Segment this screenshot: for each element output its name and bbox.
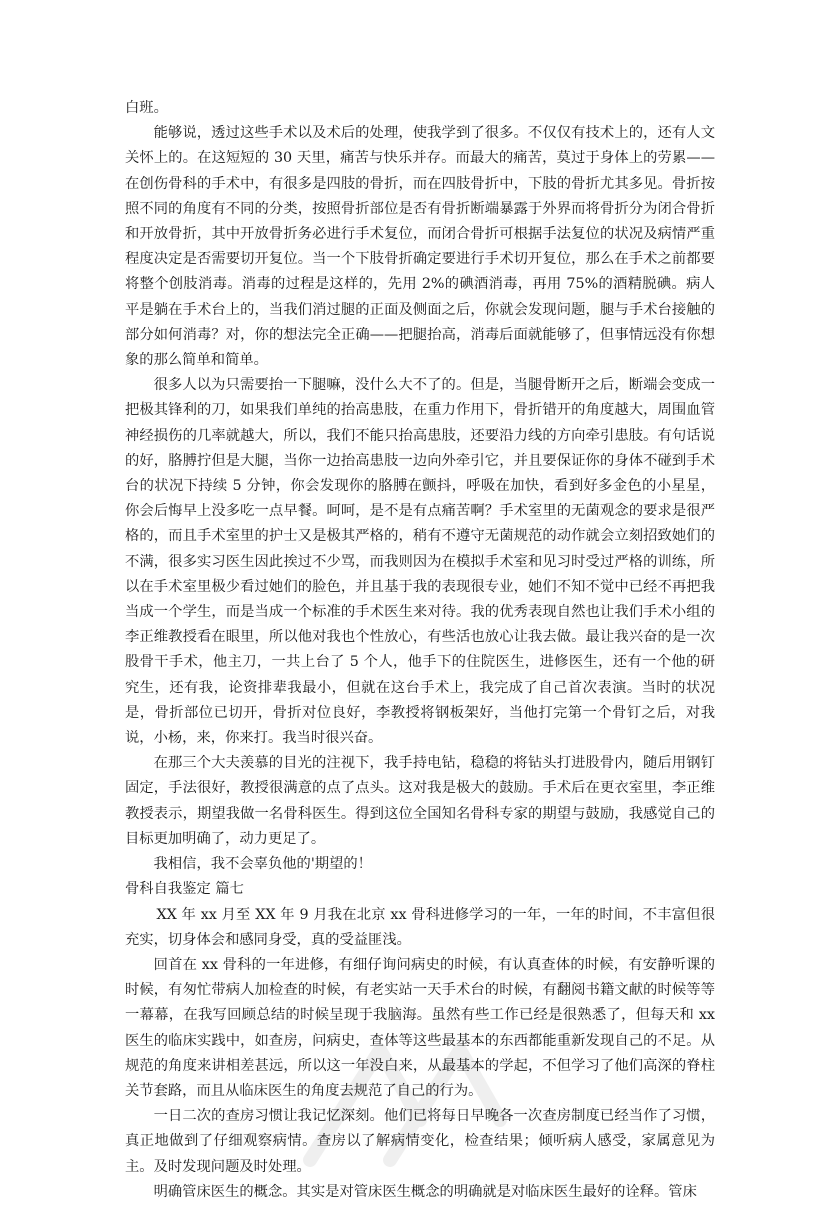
paragraph: 很多人以为只需要抬一下腿嘛，没什么大不了的。但是，当腿骨断开之后，断端会变成一把极其锋利的刀，如果我们单纯的抬高患肢，在重力作用下，骨折错开的角度越大，周围血管神经损伤的几率就越大，所以，我们不能只抬高患肢，还要沿力线的方向牵引患肢。有句话说的好，胳膊拧但是大腿，当你一边抬高患肢一边向外牵引它，并且要保证你的身体不碰到手术台的状况下持续 5 分钟，你会发现你的胳膊在颤抖，呼吸在加快，看到好多金色的小星星，你会后悔早上没多吃一点早餐。呵呵，是不是有点痛苦啊？手术室里的无菌观念的要求是很严格的，而且手术室里的护士又是极其严格的，稍有不遵守无菌规范的动作就会立刻招致她们的不满，很多实习医生因此挨过不少骂，而我则因为在模拟手术室和见习时受过严格的训练，所以在手术室里极少看过她们的脸色，并且基于我的表现很专业，她们不知不觉中已经不再把我当成一个学生，而是当成一个标准的手术医生来对待。我的优秀表现自然也让我们手术小组的李正维教授看在眼里，所以他对我也个性放心，有些活也放心让我去做。最让我兴奋的是一次股骨干手术，他主刀，一共上台了 5 个人，他手下的住院医生，进修医生，还有一个他的研究生，还有我，论资排辈我最小，但就在这台手术上，我完成了自己首次表演。当时的状况是，骨折部位已切开，骨折对位良好，李教授将钢板架好，当他打完第一个骨钉之后，对我说，小杨，来，你来打。我当时很兴奋。 [125, 377, 715, 747]
paragraph: 明确管床医生的概念。其实是对管床医生概念的明确就是对临床医生最好的诠释。管床 [153, 1183, 697, 1200]
paragraph: 能够说，透过这些手术以及术后的处理，使我学到了很多。不仅仅有技术上的，还有人文关怀上的。在这短短的 30 天里，痛苦与快乐并存。而最大的痛苦，莫过于身体上的劳累——在创伤骨科的手术中，有很多是四肢的骨折，而在四肢骨折中，下肢的骨折尤其多见。骨折按照不同的角度有不同的分类，按照骨折部位是否有骨折断端暴露于外界而将骨折分为闭合骨折和开放骨折，其中开放骨折务必进行手术复位，而闭合骨折可根据手法复位的状况及病情严重程度决定是否需要切开复位。当一个下肢骨折确定要进行手术切开复位，那么在手术之前都要将整个创肢消毒。消毒的过程是这样的，先用 2%的碘酒消毒，再用 75%的酒精脱碘。病人平是躺在手术台上的，当我们消过腿的正面及侧面之后，你就会发现问题，腿与手术台接触的部分如何消毒？对，你的想法完全正确——把腿抬高，消毒后面就能够了，但事情远没有你想象的那么简单和简单。 [125, 125, 715, 369]
paragraph: 我相信，我不会辜负他的'期望的！ [153, 856, 372, 873]
paragraph: 白班。 [125, 100, 168, 116]
watermark-logo [270, 1010, 530, 1180]
paragraph: XX 年 xx 月至 XX 年 9 月我在北京 xx 骨科进修学习的一年，一年的时间，不丰富但很充实，切身体会和感同身受，真的受益匪浅。 [125, 906, 715, 948]
paragraph: 在那三个大夫羡慕的目光的注视下，我手持电钻，稳稳的将钻头打进股骨内，随后用钢钉固定，手法很好，教授很满意的点了点头。这对我是极大的鼓励。手术后在更衣室里，李正维教授表示，期望我做一名骨科医生。得到这位全国知名骨科专家的期望与鼓励，我感觉自己的目标更加明确了，动力更足了。 [125, 755, 715, 847]
section-heading: 骨科自我鉴定 篇七 [125, 881, 244, 898]
paragraph: 回首在 xx 骨科的一年进修，有细仔询问病史的时候，有认真查体的时候，有安静听课的时候，有匆忙带病人加检查的时候，有老实站一天手术台的时候，有翻阅书籍文献的时候等等一幕幕，在我写回顾总结的时候呈现于我脑海。虽然有些工作已经是很熟悉了，但每天和 xx 医生的临床实践中，如查房，问病史，查体等这些最基本的东西都能重新发现自己的不足。从规范的角度来讲相差甚远，所以这一年没白来，从最基本的学起，不但学习了他们高深的脊柱关节套路，而且从临床医生的角度去规范了自己的行为。 [125, 956, 715, 1099]
paragraph: 一日二次的查房习惯让我记忆深刻。他们已将每日早晚各一次查房制度已经当作了习惯，真正地做到了仔细观察病情。查房以了解病情变化，检查结果；倾听病人感受，家属意见为主。及时发现问题及时处理。 [125, 1108, 715, 1175]
